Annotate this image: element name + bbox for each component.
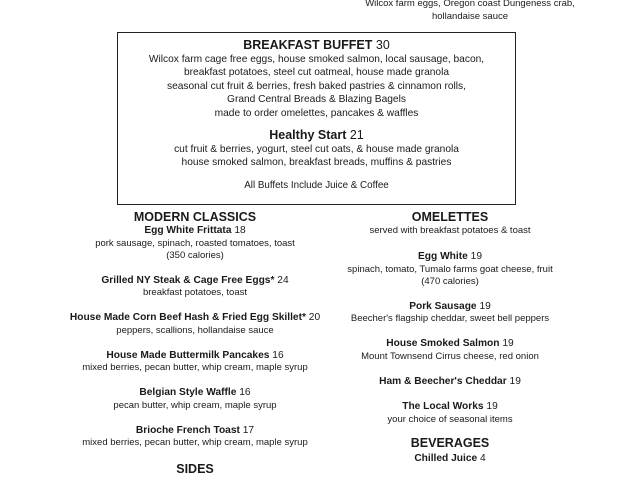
menu-item-name: Belgian Style Waffle bbox=[139, 387, 237, 398]
omelettes-subtitle: served with breakfast potatoes & toast bbox=[369, 225, 531, 236]
buffet-note: All Buffets Include Juice & Coffee bbox=[244, 179, 389, 191]
menu-item-name: House Made Buttermilk Pancakes bbox=[106, 349, 270, 361]
menu-item-name: Grilled NY Steak & Cage Free Eggs* bbox=[101, 274, 275, 286]
menu-item-price: 20 bbox=[308, 312, 321, 323]
menu-item bbox=[320, 401, 580, 426]
menu-item-price: 19 bbox=[470, 251, 482, 262]
buffet-line: breakfast potatoes, steel cut oatmeal, house made granola bbox=[183, 67, 450, 79]
menu-item-desc: mixed berries, pecan butter, whip cream, maple syrup bbox=[82, 362, 308, 373]
menu-item-name: House Smoked Salmon bbox=[386, 338, 500, 349]
menu-item-calories: (470 calories) bbox=[421, 275, 479, 287]
menu-item-price: 19 bbox=[509, 375, 521, 387]
buffet-box bbox=[117, 32, 516, 205]
top-item-desc-line: Wilcox farm eggs, Oregon coast Dungeness crab, bbox=[365, 0, 575, 9]
menu-item-calories: (350 calories) bbox=[166, 249, 224, 261]
buffet-line: seasonal cut fruit & berries, fresh baked pastries & cinnamon rolls, bbox=[167, 80, 466, 92]
menu-item-desc: peppers, scallions, hollandaise sauce bbox=[116, 324, 274, 336]
menu-item-price: 24 bbox=[277, 274, 289, 286]
buffet-line: made to order omelettes, pancakes & waffles bbox=[214, 107, 419, 119]
healthy-start-heading bbox=[118, 128, 515, 142]
healthy-start-price: 21 bbox=[349, 128, 364, 143]
menu-item-desc: Beecher's flagship cheddar, sweet bell peppers bbox=[350, 313, 550, 324]
menu-item-name: The Local Works bbox=[402, 401, 484, 412]
menu-item-desc: your choice of seasonal items bbox=[387, 413, 513, 425]
menu-item-price: 18 bbox=[234, 225, 246, 236]
menu-item bbox=[55, 387, 335, 412]
menu-item-price: 16 bbox=[239, 387, 251, 398]
menu-item-name: Egg White bbox=[418, 251, 468, 262]
menu-item-name: Pork Sausage bbox=[409, 300, 477, 312]
menu-item-desc: pork sausage, spinach, roasted tomatoes, toast bbox=[95, 237, 295, 249]
menu-item bbox=[55, 275, 335, 300]
healthy-start-title: Healthy Start bbox=[269, 128, 347, 143]
buffet-description bbox=[118, 53, 515, 120]
menu-item bbox=[55, 425, 335, 450]
buffet-title: BREAKFAST BUFFET bbox=[243, 38, 373, 52]
menu-item-price: 17 bbox=[242, 424, 255, 436]
omelettes-section bbox=[320, 210, 580, 465]
menu-item-desc: spinach, tomato, Tumalo farms goat cheese, fruit bbox=[347, 263, 553, 275]
menu-item-price: 4 bbox=[480, 452, 486, 464]
menu-item-price: 19 bbox=[502, 338, 514, 349]
menu-item-desc: pecan butter, whip cream, maple syrup bbox=[113, 399, 277, 411]
modern-classics-title: MODERN CLASSICS bbox=[133, 210, 257, 224]
menu-item-name: Brioche French Toast bbox=[135, 424, 240, 436]
menu-item-desc: mixed berries, pecan butter, whip cream, maple syrup bbox=[82, 437, 308, 448]
menu-item bbox=[320, 338, 580, 363]
buffet-line: Grand Central Breads & Blazing Bagels bbox=[227, 94, 406, 106]
menu-item-name: Egg White Frittata bbox=[144, 225, 232, 236]
menu-item bbox=[55, 350, 335, 375]
menu-item-name: Chilled Juice bbox=[414, 452, 478, 464]
menu-item-price: 19 bbox=[479, 300, 491, 312]
top-item-description bbox=[300, 0, 640, 23]
buffet-line: Wilcox farm cage free eggs, house smoked salmon, local sausage, bacon, bbox=[148, 54, 485, 65]
buffet-price: 30 bbox=[375, 38, 390, 52]
beverages-title: BEVERAGES bbox=[410, 435, 490, 450]
menu-item bbox=[320, 301, 580, 326]
menu-item bbox=[320, 251, 580, 288]
menu-item bbox=[320, 453, 580, 466]
healthy-start-line: house smoked salmon, breakfast breads, muffins & pastries bbox=[181, 157, 452, 169]
menu-item bbox=[55, 312, 335, 337]
menu-item-price: 16 bbox=[272, 349, 284, 361]
modern-classics-section bbox=[55, 210, 335, 449]
healthy-start-line: cut fruit & berries, yogurt, steel cut oats, & house made granola bbox=[174, 144, 459, 156]
healthy-start-description bbox=[118, 143, 515, 170]
menu-item-name: Ham & Beecher's Cheddar bbox=[379, 375, 507, 387]
menu-item-price: 19 bbox=[486, 401, 498, 412]
menu-item bbox=[320, 376, 580, 389]
omelettes-title: OMELETTES bbox=[411, 210, 489, 224]
menu-item-desc: Mount Townsend Cirrus cheese, red onion bbox=[361, 350, 539, 362]
menu-item-name: House Made Corn Beef Hash & Fried Egg Skillet* bbox=[69, 312, 306, 323]
buffet-heading bbox=[118, 38, 515, 52]
sides-title: SIDES bbox=[176, 462, 214, 476]
top-item-desc-line: hollandaise sauce bbox=[431, 11, 509, 22]
menu-item-desc: breakfast potatoes, toast bbox=[142, 287, 248, 298]
menu-item bbox=[55, 225, 335, 262]
